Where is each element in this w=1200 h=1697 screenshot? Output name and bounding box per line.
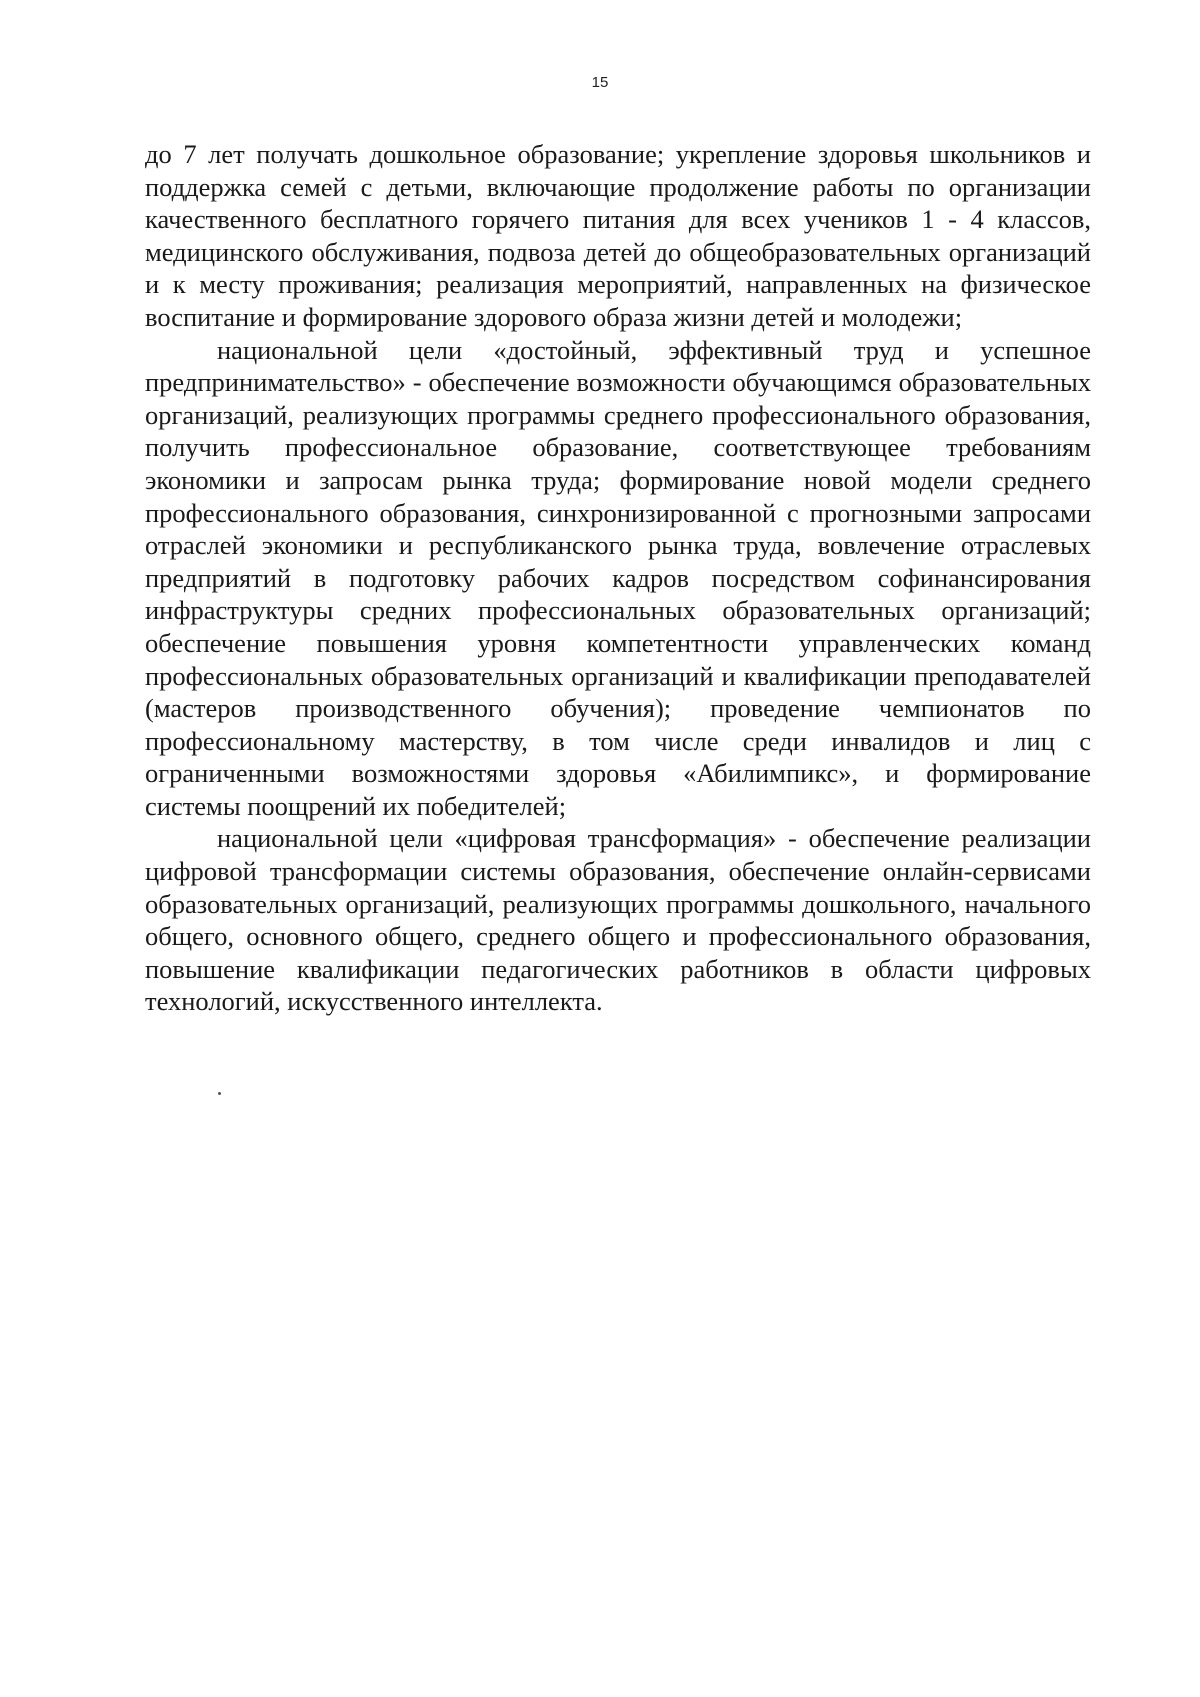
paragraph-continuation: до 7 лет получать дошкольное образование; укрепление здоровья школьников и поддержка семей с детьми, включающие продолжение работы по организации качественного бесплатного горячего питания для всех учеников 1 - 4 классов, медицинского обслуживания, подвоза детей до общеобразовательных организаций и к месту проживания; реализация мероприятий, направленных на физическое воспитание и формирование здорового образа жизни детей и молодежи; [145, 139, 1091, 332]
page-number: 15 [591, 74, 609, 91]
stray-mark [218, 1092, 221, 1095]
document-body [145, 138, 1091, 1018]
paragraph-decent-work-goal: национальной цели «достойный, эффективный труд и успешное предпринимательство» - обеспечение возможности обучающимся образовательных организаций, реализующих программы среднего профессионального образования, получить профессиональное образование, соответствующее требованиям экономики и запросам рынка труда; формирование новой модели среднего профессионального образования, синхронизированной с прогнозными запросами отраслей экономики и республиканского рынка труда, вовлечение отраслевых предприятий в подготовку рабочих кадров посредством софинансирования инфраструктуры средних профессиональных образовательных организаций; обеспечение повышения уровня компетентности управленческих команд профессиональных образовательных организаций и квалификации преподавателей (мастеров производственного обучения); проведение чемпионатов по профессиональному мастерству, в том числе среди инвалидов и лиц с ограниченными возможностями здоровья «Абилимпикс», и формирование системы поощрений их победителей; [145, 334, 1091, 821]
paragraph-digital-transformation-goal: национальной цели «цифровая трансформация» - обеспечение реализации цифровой трансформации системы образования, обеспечение онлайн-сервисами образовательных организаций, реализующих программы дошкольного, начального общего, основного общего, среднего общего и профессионального образования, повышение квалификации педагогических работников в области цифровых технологий, искусственного интеллекта. [145, 823, 1091, 1017]
